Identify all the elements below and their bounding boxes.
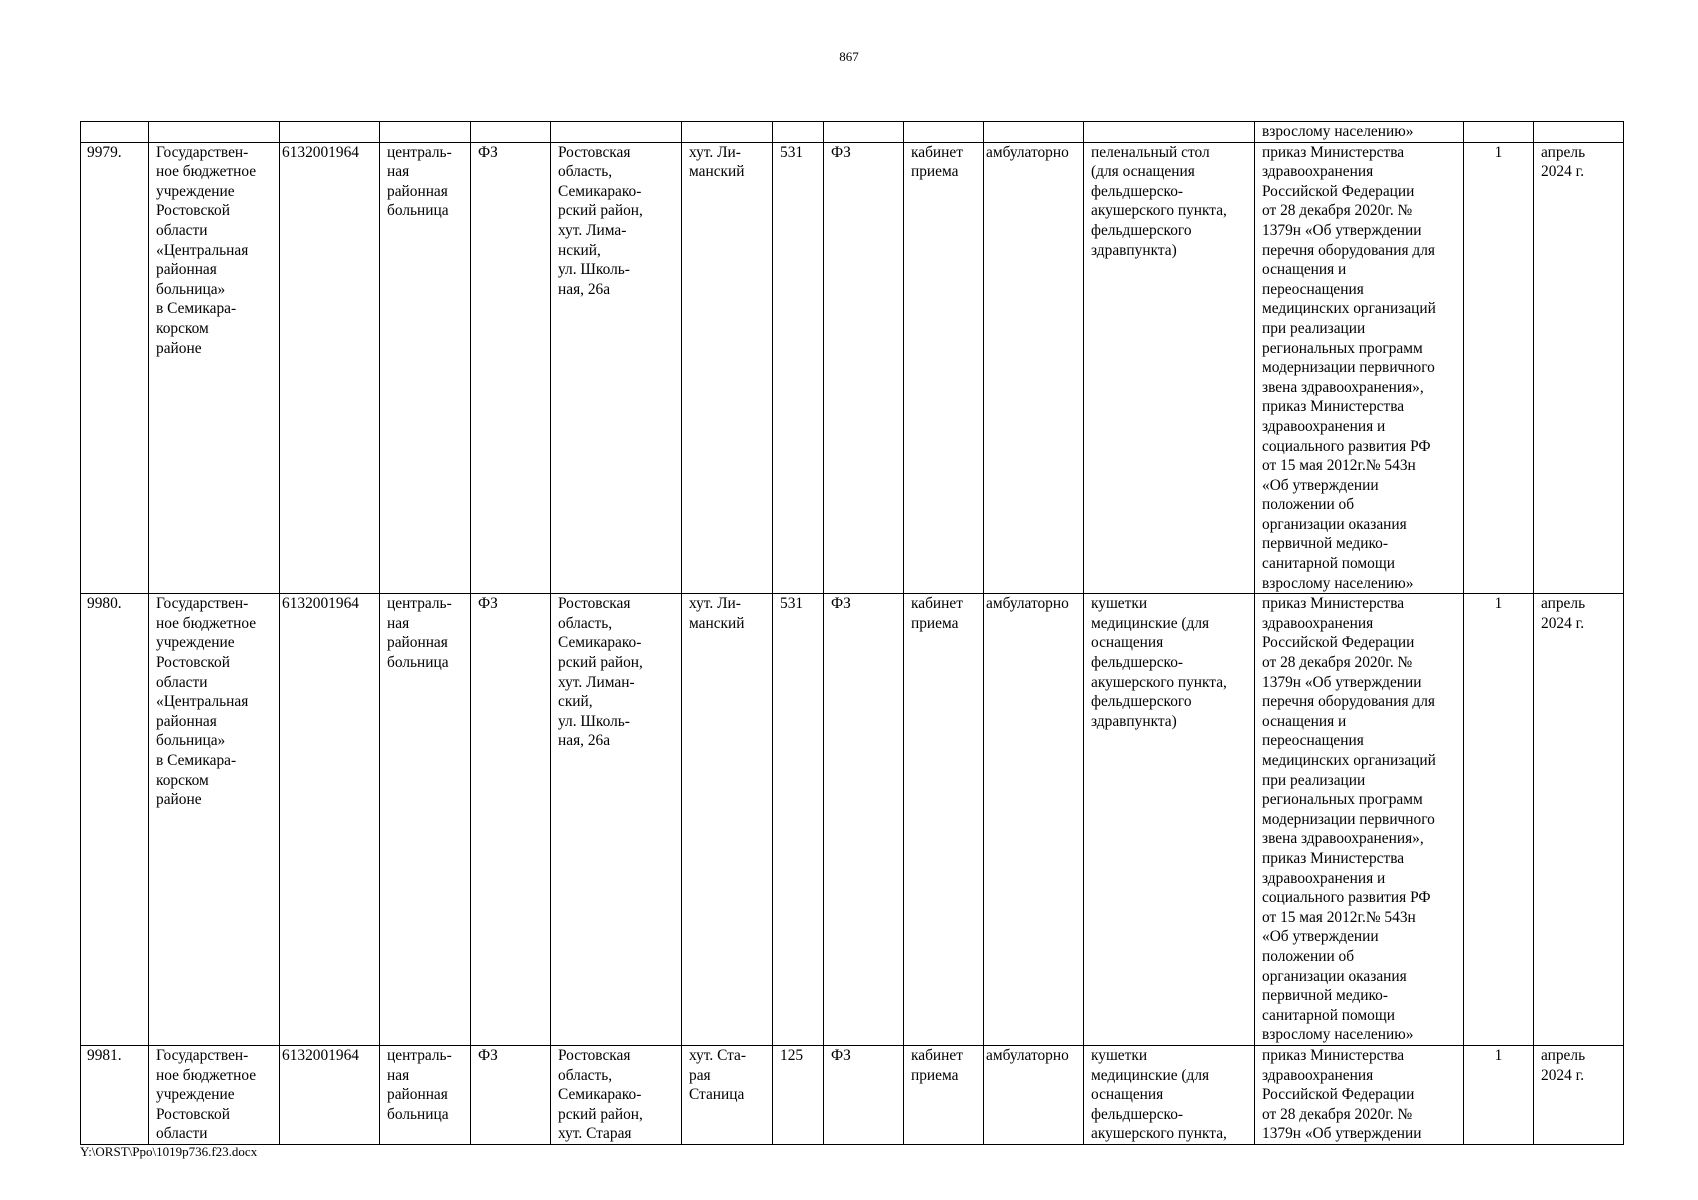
cell-program: ФЗ: [471, 1045, 551, 1144]
cell-settlement: хут. Ли- манский: [682, 142, 773, 594]
cell-deadline: апрель 2024 г.: [1534, 142, 1624, 594]
table-row: [81, 142, 1624, 594]
cell-legal-basis: взрослому населению»: [1255, 122, 1464, 143]
cell-settlement: хут. Ста- рая Станица: [682, 1045, 773, 1144]
cell-inn: 6132001964: [280, 1045, 380, 1144]
cell-population: 531: [773, 594, 824, 1046]
table-row: [81, 1045, 1624, 1144]
cell-care-form: амбулаторно: [984, 1045, 1084, 1144]
cell-unit-type: ФЗ: [824, 142, 904, 594]
cell-address: Ростовская область, Семикарако- рский район, хут. Лима- нский, ул. Школь- ная, 26а: [551, 142, 682, 594]
cell-number: 9979.: [81, 142, 149, 594]
cell-address: [551, 122, 682, 143]
cell-number: 9981.: [81, 1045, 149, 1144]
cell-room: кабинет приема: [904, 142, 984, 594]
cell-room: кабинет приема: [904, 594, 984, 1046]
cell-unit-type: ФЗ: [824, 1045, 904, 1144]
cell-equipment: [1084, 122, 1255, 143]
cell-org-type: централь- ная районная больница: [380, 142, 471, 594]
cell-organization: Государствен- ное бюджетное учреждение Ростовской области «Центральная районная больница» в Семикара- корском районе: [149, 142, 280, 594]
cell-quantity: 1: [1464, 142, 1534, 594]
cell-address: Ростовская область, Семикарако- рский район, хут. Лиман- ский, ул. Школь- ная, 26а: [551, 594, 682, 1046]
cell-program: [471, 122, 551, 143]
cell-equipment: кушетки медицинские (для оснащения фельдшерско- акушерского пункта,: [1084, 1045, 1255, 1144]
cell-number: 9980.: [81, 594, 149, 1046]
cell-number: [81, 122, 149, 143]
cell-quantity: 1: [1464, 594, 1534, 1046]
cell-deadline: [1534, 122, 1624, 143]
cell-unit-type: [824, 122, 904, 143]
cell-organization: Государствен- ное бюджетное учреждение Ростовской области «Центральная районная больница» в Семикара- корском районе: [149, 594, 280, 1046]
cell-deadline: апрель 2024 г.: [1534, 1045, 1624, 1144]
cell-address: Ростовская область, Семикарако- рский район, хут. Старая: [551, 1045, 682, 1144]
page-number: 867: [839, 49, 859, 64]
cell-quantity: 1: [1464, 1045, 1534, 1144]
cell-population: 531: [773, 142, 824, 594]
cell-care-form: амбулаторно: [984, 594, 1084, 1046]
cell-organization: [149, 122, 280, 143]
cell-inn: 6132001964: [280, 594, 380, 1046]
cell-org-type: централь- ная районная больница: [380, 594, 471, 1046]
cell-inn: 6132001964: [280, 142, 380, 594]
cell-population: [773, 122, 824, 143]
cell-settlement: хут. Ли- манский: [682, 594, 773, 1046]
equipment-table: [80, 121, 1624, 1145]
cell-inn: [280, 122, 380, 143]
cell-unit-type: ФЗ: [824, 594, 904, 1046]
cell-equipment: кушетки медицинские (для оснащения фельдшерско- акушерского пункта, фельдшерского здравпункта): [1084, 594, 1255, 1046]
cell-care-form: [984, 122, 1084, 143]
cell-org-type: [380, 122, 471, 143]
cell-program: ФЗ: [471, 142, 551, 594]
continuation-row: [81, 122, 1624, 143]
cell-equipment: пеленальный стол (для оснащения фельдшерско- акушерского пункта, фельдшерского здравпункта): [1084, 142, 1255, 594]
cell-organization: Государствен- ное бюджетное учреждение Ростовской области: [149, 1045, 280, 1144]
cell-room: [904, 122, 984, 143]
cell-care-form: амбулаторно: [984, 142, 1084, 594]
cell-room: кабинет приема: [904, 1045, 984, 1144]
cell-settlement: [682, 122, 773, 143]
cell-legal-basis: приказ Министерства здравоохранения Российской Федерации от 28 декабря 2020г. № 1379н «Об утверждении перечня оборудования для оснащения и переоснащения медицинских организаций при реализации региональных программ модернизации первичного звена здравоохранения», приказ Министерства здравоохранения и социального развития РФ от 15 мая 2012г.№ 543н «Об утверждении положении об организации оказания первичной медико- санитарной помощи взрослому населению»: [1255, 142, 1464, 594]
cell-legal-basis: приказ Министерства здравоохранения Российской Федерации от 28 декабря 2020г. № 1379н «Об утверждении: [1255, 1045, 1464, 1144]
cell-legal-basis: приказ Министерства здравоохранения Российской Федерации от 28 декабря 2020г. № 1379н «Об утверждении перечня оборудования для оснащения и переоснащения медицинских организаций при реализации региональных программ модернизации первичного звена здравоохранения», приказ Министерства здравоохранения и социального развития РФ от 15 мая 2012г.№ 543н «Об утверждении положении об организации оказания первичной медико- санитарной помощи взрослому населению»: [1255, 594, 1464, 1046]
footer-file-path: Y:\ORST\Ppo\1019p736.f23.docx: [80, 1144, 258, 1159]
table-row: [81, 594, 1624, 1046]
cell-population: 125: [773, 1045, 824, 1144]
cell-org-type: централь- ная районная больница: [380, 1045, 471, 1144]
cell-quantity: [1464, 122, 1534, 143]
cell-program: ФЗ: [471, 594, 551, 1046]
cell-deadline: апрель 2024 г.: [1534, 594, 1624, 1046]
